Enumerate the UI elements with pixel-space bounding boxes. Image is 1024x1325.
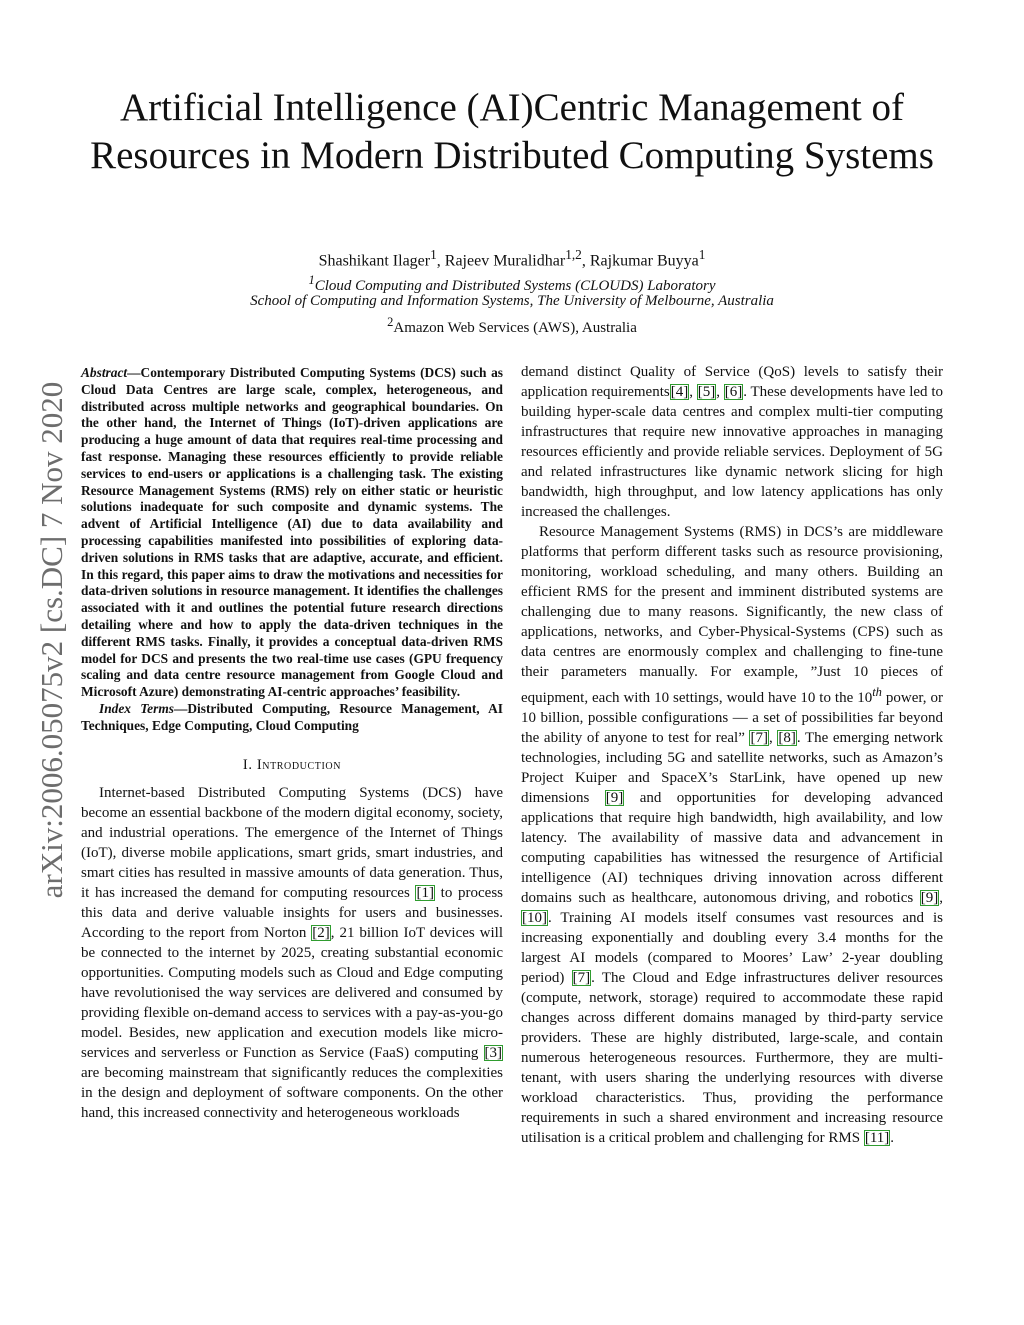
citation-link[interactable]: [10] bbox=[522, 910, 547, 926]
affiliation-mark: 2 bbox=[387, 315, 394, 329]
citation-link[interactable]: [4] bbox=[670, 384, 689, 400]
affiliation-1-school: School of Computing and Information Systems, The University of Melbourne, Australia bbox=[250, 293, 774, 309]
paper-title: Artificial Intelligence (AI)Centric Management of Resources in Modern Distributed Computing Systems bbox=[90, 86, 934, 177]
author-affiliation-mark: 1,2 bbox=[565, 247, 582, 262]
right-column bbox=[521, 362, 943, 1148]
paragraph-rms: Resource Management Systems (RMS) in DCS’s are middleware platforms that perform different tasks such as resource provisioning, monitoring, workload scheduling, and many others. Building an efficient RMS for the present and imminent distributed systems are challenging due to many reasons. Significantly, the new class of applications, networks, and Cyber-Physical-Systems (CPS) such as data centres are enormously complex and challenging to fine-tune their parameters manually. For example, ”Just 10 pieces of equipment, each with 10 settings, would have 10 to the 10th power, or 10 billion, possible configurations — a set of possibilities far beyond the ability of anyone to test for real” [7], [8]. The emerging network technologies, including 5G and satellite networks, such as Amazon’s Project Kuiper and SpaceX’s StarLink, have opened up new dimensions [9] and opportunities for developing advanced applications that require high bandwidth, high availability, and low latency. The availability of massive data and advancement in computing capabilities has witnessed the resurgence of Artificial intelligence (AI) techniques driving innovation across different domains such as healthcare, autonomous driving, and robotics [9], [10]. Training AI models itself consumes vast resources and is increasing exponentially and doubling every 3.4 months for the largest AI models (compared to Moores’ Law’ 2-year doubling period) [7]. The Cloud and Edge infrastructures deliver resources (compute, network, storage) required to accommodate these rapid changes across different domains managed by third-party service providers. These are highly distributed, large-scale, and contain numerous heterogeneous resources. Furthermore, they are multi-tenant, with users sharing the underlying resources with diverse workload characteristics. Thus, providing the performance requirements in such a shared environment and increasing resource utilisation is a critical problem and challenging for RMS [11]. bbox=[521, 524, 944, 1146]
citation-link[interactable]: [3] bbox=[484, 1044, 502, 1061]
arxiv-identifier: arXiv:2006.05075v2 [cs.DC] 7 Nov 2020 bbox=[34, 381, 69, 899]
citation-link[interactable]: [1] bbox=[416, 884, 434, 901]
author-affiliation-mark: 1 bbox=[698, 247, 706, 262]
index-terms-label: Index Terms bbox=[99, 700, 174, 716]
citation-link[interactable]: [8] bbox=[778, 730, 796, 746]
affiliation-mark: 1 bbox=[308, 273, 315, 287]
author-name: Shashikant Ilager bbox=[318, 252, 431, 270]
index-terms bbox=[81, 701, 503, 735]
left-column bbox=[81, 365, 503, 1123]
author-list bbox=[90, 245, 934, 271]
citation-link[interactable]: [7] bbox=[750, 730, 768, 746]
section-number: I. bbox=[242, 756, 253, 773]
section-heading bbox=[81, 755, 503, 775]
citation-link[interactable]: [7] bbox=[572, 970, 591, 986]
citation-link[interactable]: [9] bbox=[920, 890, 939, 906]
author-separator: , bbox=[436, 252, 445, 270]
citation-link[interactable]: [9] bbox=[605, 790, 624, 806]
paragraph-continued: demand distinct Quality of Service (QoS) levels to satisfy their application requirements[4], [5], [6]. These developments have led to building hyper-scale data centres and complex multi-tier computing infrastructures that require new innovative approaches in managing resources efficiently and provide reliable services. Deployment of 5G and related infrastructures like dynamic network slicing for high bandwidth, high throughput, and low latency applications has only increased the challenges. bbox=[521, 364, 943, 520]
abstract bbox=[81, 365, 503, 701]
citation-link[interactable]: [6] bbox=[724, 384, 743, 400]
abstract-label: Abstract bbox=[81, 365, 128, 380]
author-name: Rajeev Muralidhar bbox=[444, 252, 566, 270]
author-name: Rajkumar Buyya bbox=[589, 252, 699, 270]
superscript: th bbox=[872, 685, 882, 699]
citation-link[interactable]: [5] bbox=[697, 384, 716, 400]
citation-link[interactable]: [2] bbox=[312, 924, 330, 941]
affiliation-2: $^2$Amazon Web Services (AWS), Australia bbox=[387, 315, 637, 336]
author-affiliation-mark: 1 bbox=[430, 247, 437, 262]
index-terms-text: —Distributed Computing, Resource Management, AI Techniques, Edge Computing, Cloud Computing bbox=[81, 700, 504, 733]
section-title: Introduction bbox=[256, 756, 342, 773]
abstract-text: —Contemporary Distributed Computing Systems (DCS) such as Cloud Data Centres are large scale, complex, heterogeneous, and distributed across multiple networks and geographical boundaries. On the other hand, the Internet of Things (IoT)-driven applications are producing a huge amount of data that requires real-time processing and fast response. Managing these resources efficiently to provide reliable services to end-users or applications is a challenging task. The existing Resource Management Systems (RMS) rely on either static or heuristic solutions inadequate for such composite and dynamic systems. The advent of Artificial Intelligence (AI) due to data availability and processing capabilities manifested into possibilities of exploring data-driven solutions in RMS tasks that are adaptive, accurate, and efficient. In this regard, this paper aims to draw the motivations and necessities for data-driven solutions in resource management. It identifies the challenges associated with it and outlines the potential future research directions detailing where and how to apply the data-driven techniques in the different RMS tasks. Finally, it provides a conceptual data-driven RMS model for DCS and presents the two real-time use cases (GPU frequency scaling and data centre resource management from Google Cloud and Microsoft Azure) demonstrating AI-centric approaches’ feasibility. bbox=[81, 365, 503, 700]
paragraph-intro: Internet-based Distributed Computing Systems (DCS) have become an essential backbone of the modern digital economy, society, and industrial operations. The emergence of the Internet of Things (IoT), diverse mobile applications, smart grids, smart industries, and smart cities has resulted in massive amounts of data generation. Thus, it has increased the demand for computing resources [1] to process this data and derive valuable insights for users and businesses. According to the report from Norton [2], 21 billion IoT devices will be connected to the internet by 2025, creating substantial economic opportunities. Computing models such as Cloud and Edge computing have revolutionised the way services are delivered and consumed by providing flexible on-demand access to services with a pay-as-you-go model. Besides, new application and execution models like micro-services and serverless or Function as Service (FaaS) computing [3] are becoming mainstream that significantly reduces the complexities in the design and deployment of software components. On the other hand, this increased connectivity and heterogeneous workloads bbox=[81, 784, 503, 1121]
author-separator: , bbox=[581, 252, 590, 270]
affiliation-1: $^1$Cloud Computing and Distributed Systems (CLOUDS) Laboratory bbox=[308, 273, 716, 294]
citation-link[interactable]: [11] bbox=[864, 1130, 890, 1146]
